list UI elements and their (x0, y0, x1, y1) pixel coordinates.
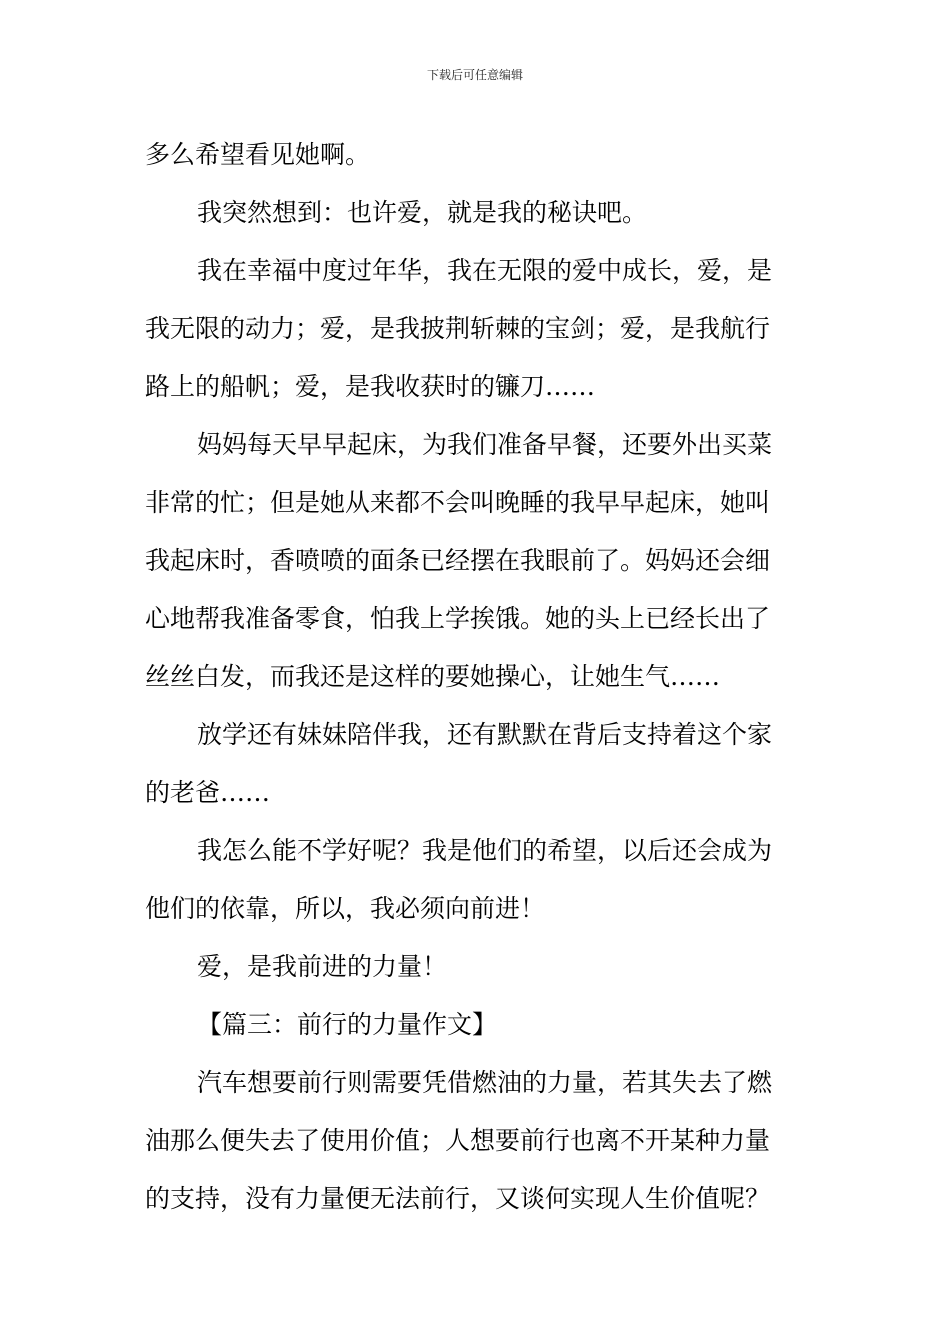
text-line: 我在幸福中度过年华，我在无限的爱中成长，爱，是 (197, 256, 773, 285)
section-heading: 【篇三：前行的力量作文】 (197, 1010, 498, 1039)
text-line: 妈妈每天早早起床，为我们准备早餐，还要外出买菜 (197, 430, 773, 459)
text-line: 我怎么能不学好呢？我是他们的希望，以后还会成为 (197, 836, 773, 865)
text-line: 我起床时，香喷喷的面条已经摆在我眼前了。妈妈还会细 (145, 546, 771, 575)
text-line: 他们的依靠，所以，我必须向前进！ (145, 894, 546, 923)
text-line: 路上的船帆；爱，是我收获时的镰刀…… (145, 372, 596, 401)
header-note: 下载后可任意编辑 (426, 68, 523, 82)
text-line: 心地帮我准备零食，怕我上学挨饿。她的头上已经长出了 (145, 604, 771, 633)
text-line: 的支持，没有力量便无法前行，又谈何实现人生价值呢？ (145, 1184, 771, 1213)
text-line: 汽车想要前行则需要凭借燃油的力量，若其失去了燃 (197, 1068, 773, 1097)
text-line: 爱，是我前进的力量！ (197, 952, 448, 981)
text-line: 非常的忙；但是她从来都不会叫晚睡的我早早起床，她叫 (145, 488, 771, 517)
text-line: 的老爸…… (145, 778, 271, 807)
text-line: 多么希望看见她啊。 (145, 140, 371, 169)
text-line: 油那么便失去了使用价值；人想要前行也离不开某种力量 (145, 1126, 771, 1155)
text-line: 丝丝白发，而我还是这样的要她操心，让她生气…… (145, 662, 721, 691)
document-body (145, 126, 809, 1228)
text-line: 放学还有妹妹陪伴我，还有默默在背后支持着这个家 (197, 720, 773, 749)
text-line: 我突然想到：也许爱，就是我的秘诀吧。 (197, 198, 648, 227)
text-line: 我无限的动力；爱，是我披荆斩棘的宝剑；爱，是我航行 (145, 314, 771, 343)
